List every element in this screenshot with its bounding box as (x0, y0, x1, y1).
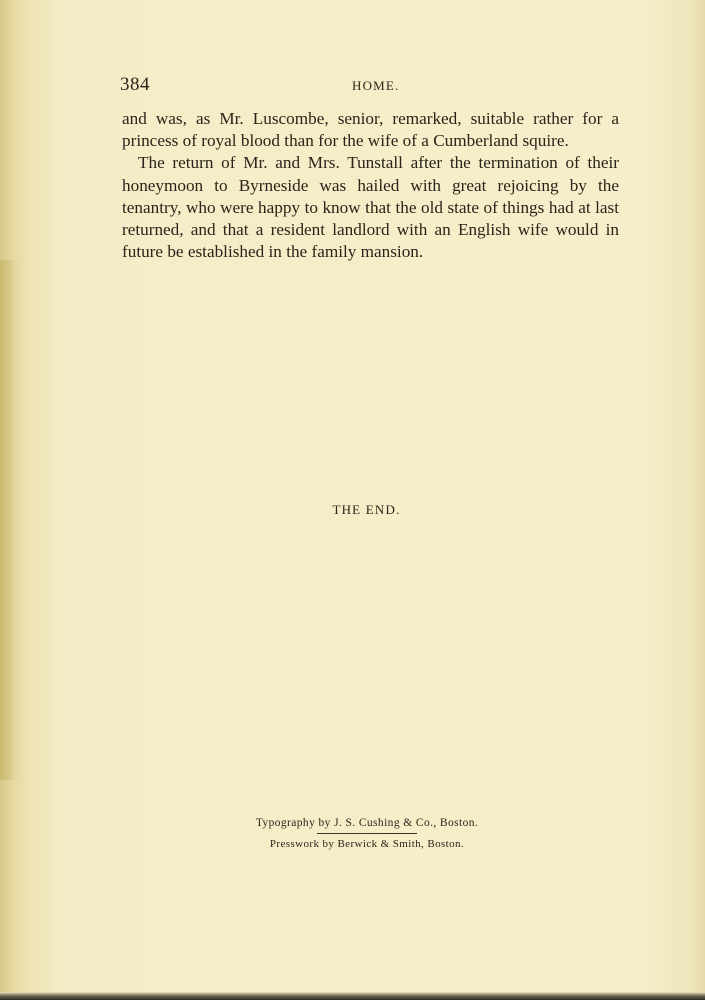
page-header (120, 74, 620, 98)
page-gutter-shadow (0, 260, 18, 780)
page-bottom-edge (0, 992, 705, 1000)
running-head: HOME. (352, 78, 400, 93)
paragraph: The return of Mr. and Mrs. Tunstall after the termination of their honeymoon to Byrneside was hailed with great rejoicing by the tenantry, who were happy to know that the old state of things had at last returned, and that a resident landlord with an English wife would in future be established in the family mansion. (122, 153, 619, 262)
paragraph: and was, as Mr. Luscombe, senior, remarked, suitable rather for a princess of royal blood than for the wife of a Cumberland squire. (122, 109, 619, 151)
presswork-credit: Presswork by Berwick & Smith, Boston. (269, 838, 465, 850)
colophon-rule (317, 833, 417, 834)
page-number: 384 (120, 74, 150, 95)
the-end-heading: THE END. (332, 502, 401, 517)
typography-credit: Typography by J. S. Cushing & Co., Boston. (255, 817, 479, 829)
body-text (122, 108, 619, 263)
colophon (232, 817, 502, 850)
